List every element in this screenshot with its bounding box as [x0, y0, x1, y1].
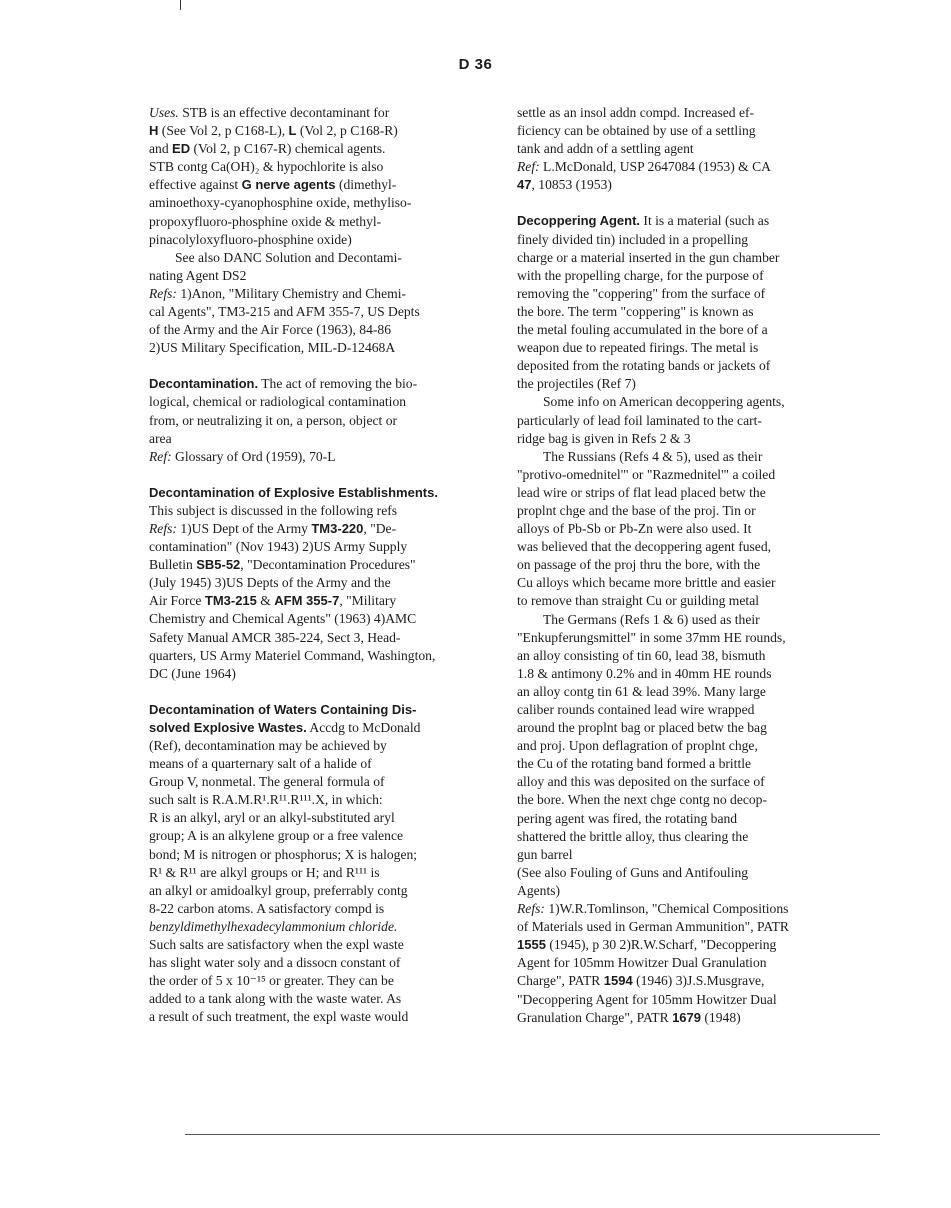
text-line [149, 484, 479, 502]
text-run: finely divided tin) included in a propelling [517, 231, 749, 247]
text-line [517, 556, 852, 574]
text-run: Agent for 105mm Howitzer Dual Granulation [517, 955, 767, 971]
text-run: from, or neutralizing it on, a person, object or [149, 412, 398, 428]
text-run: "Decoppering Agent for 105mm Howitzer Dual [517, 991, 777, 1007]
text-line [149, 140, 479, 158]
text-line [149, 882, 479, 900]
italic-term: Refs: [517, 901, 545, 917]
text-line [517, 882, 852, 900]
text-run: ficiency can be obtained by use of a settling [517, 123, 756, 139]
text-run: proplnt chge and the base of the proj. Tin or [517, 502, 756, 518]
text-run: aminoethoxy-cyanophosphine oxide, methyliso- [149, 195, 412, 211]
bold-term: TM3-215 [204, 593, 257, 609]
bold-term: G nerve agents [241, 177, 336, 193]
text-line [517, 520, 852, 538]
text-line [517, 502, 852, 520]
text-run: contamination" (Nov 1943) 2)US Army Supply [149, 539, 408, 555]
text-run: logical, chemical or radiological contamination [149, 394, 407, 410]
bold-term: TM3-220 [311, 520, 364, 536]
text-line [517, 683, 852, 701]
text-line [149, 339, 479, 357]
text-run: See also DANC Solution and Decontami- [175, 249, 402, 265]
text-run: the Cu of the rotating band formed a brittle [517, 756, 752, 772]
text-run: propoxyfluoro-phosphine oxide & methyl- [149, 213, 382, 229]
text-run: alloys of Pb-Sb or Pb-Zn were also used. It [517, 521, 752, 537]
text-run: L.McDonald, USP 2647084 (1953) & CA [539, 159, 771, 175]
text-run: The act of removing the bio- [258, 376, 418, 392]
text-line [149, 231, 479, 249]
text-line [149, 610, 479, 628]
text-line [517, 448, 852, 466]
text-run: around the proplnt bag or placed betw the bag [517, 720, 767, 736]
text-run: Agents) [517, 882, 561, 898]
text-run: , "De- [363, 520, 397, 536]
text-line [517, 104, 852, 122]
text-run: was believed that the decoppering agent fused, [517, 539, 772, 555]
text-run: pering agent was fired, the rotating band [517, 810, 738, 826]
text-line [149, 773, 479, 791]
text-run: tank and addn of a settling agent [517, 141, 694, 157]
text-run: settle as an insol addn compd. Increased ef- [517, 105, 755, 120]
text-line [517, 936, 852, 954]
text-run: STB contg Ca(OH)₂ & hypochlorite is also [149, 159, 384, 175]
text-run: the bore. When the next chge contg no decop- [517, 792, 768, 808]
text-run: , "Military [339, 593, 397, 609]
text-line [149, 755, 479, 773]
bold-term: Decontamination. [149, 376, 259, 392]
text-run: Chemistry and Chemical Agents" (1963) 4)AMC [149, 611, 417, 627]
text-run: has slight water soly and a dissocn constant of [149, 955, 401, 971]
text-line [149, 972, 479, 990]
text-run: a result of such treatment, the expl waste would [149, 1009, 409, 1025]
text-run: 1)US Dept of the Army [176, 520, 312, 536]
text-run: (Vol 2, p C168-R) [296, 123, 398, 139]
text-run: with the propelling charge, for the purpose of [517, 267, 764, 283]
text-line [149, 737, 479, 755]
text-run: removing the "coppering" from the surface of [517, 285, 766, 301]
bold-term: Decontamination of Waters Containing Dis- [149, 701, 417, 717]
italic-term: Refs: [149, 285, 177, 301]
bold-term: SB5-52 [196, 557, 241, 573]
text-line [517, 629, 852, 647]
text-line [517, 212, 852, 230]
right-column [517, 104, 852, 1027]
text-run: , 10853 (1953) [531, 177, 612, 193]
text-line [149, 900, 479, 918]
text-run: Glossary of Ord (1959), 70-L [171, 448, 336, 464]
text-line [149, 122, 479, 140]
bold-term: solved Explosive Wastes. [149, 719, 307, 735]
paragraph-gap [517, 194, 852, 212]
text-run: cal Agents", TM3-215 and AFM 355-7, US Depts [149, 304, 420, 320]
text-line [149, 827, 479, 845]
text-line [517, 828, 852, 846]
page-number: D 36 [458, 56, 493, 73]
text-run: weapon due to repeated firings. The metal is [517, 340, 759, 356]
text-line [149, 520, 479, 538]
paragraph-gap [149, 466, 479, 484]
text-line [517, 592, 852, 610]
text-line [517, 393, 852, 411]
bold-term: H [149, 123, 159, 139]
text-run: (dimethyl- [335, 177, 397, 193]
text-run: (Ref), decontamination may be achieved by [149, 738, 387, 753]
text-run: This subject is discussed in the following refs [149, 502, 398, 518]
text-line [149, 791, 479, 809]
text-run: (Vol 2, p C167-R) chemical agents. [190, 141, 386, 157]
text-run: particularly of lead foil laminated to the cart- [517, 412, 762, 428]
text-line [149, 719, 479, 737]
bold-term: Decontamination of Explosive Establishments. [149, 484, 438, 500]
text-run: and [149, 141, 173, 157]
text-line [517, 773, 852, 791]
text-run: bond; M is nitrogen or phosphorus; X is halogen; [149, 846, 418, 862]
text-line [517, 972, 852, 990]
text-run: (July 1945) 3)US Depts of the Army and the [149, 575, 391, 591]
text-run: R¹ & R¹¹ are alkyl groups or H; and R¹¹¹ is [149, 864, 380, 880]
text-run: Some info on American decoppering agents, [543, 394, 785, 410]
text-line [149, 846, 479, 864]
text-line [517, 249, 852, 267]
text-run: added to a tank along with the waste water. As [149, 991, 402, 1007]
bold-term: 47 [517, 177, 532, 193]
text-line [149, 321, 479, 339]
text-line [149, 538, 479, 556]
text-run: 2)US Military Specification, MIL-D-12468A [149, 340, 396, 356]
text-line [517, 430, 852, 448]
paragraph-gap [149, 357, 479, 375]
text-run: the projectiles (Ref 7) [517, 376, 636, 392]
text-line [517, 737, 852, 755]
bold-term: L [288, 123, 297, 139]
text-line [149, 665, 479, 683]
text-run: means of a quarternary salt of a halide of [149, 756, 372, 772]
text-line [517, 791, 852, 809]
text-run: charge or a material inserted in the gun chamber [517, 249, 780, 265]
italic-term: Ref: [517, 159, 540, 175]
text-line [517, 140, 852, 158]
text-run: The Germans (Refs 1 & 6) used as their [543, 611, 760, 627]
text-line [517, 900, 852, 918]
text-line [149, 918, 479, 936]
text-line [517, 755, 852, 773]
text-line [149, 285, 479, 303]
text-line [517, 231, 852, 249]
text-run: Accdg to McDonald [306, 719, 421, 735]
bold-term: 1679 [672, 1009, 701, 1025]
bold-term: Decoppering Agent. [517, 213, 641, 229]
text-line [149, 1008, 479, 1026]
text-run: Charge", PATR [517, 973, 604, 989]
text-line [517, 846, 852, 864]
text-run: on passage of the proj thru the bore, with the [517, 557, 761, 573]
italic-term: Uses. [149, 105, 179, 120]
text-run: DC (June 1964) [149, 665, 236, 681]
text-run: STB is an effective decontaminant for [178, 105, 390, 120]
text-line [517, 665, 852, 683]
text-line [517, 321, 852, 339]
text-line [517, 466, 852, 484]
text-run: (See also Fouling of Guns and Antifouling [517, 864, 749, 880]
text-run: 1.8 & antimony 0.2% and in 40mm HE rounds [517, 665, 772, 681]
text-run: (1945), p 30 2)R.W.Scharf, "Decoppering [545, 937, 777, 953]
text-line [149, 809, 479, 827]
text-line [149, 647, 479, 665]
bold-term: AFM 355-7 [274, 593, 340, 609]
text-line [149, 158, 479, 176]
text-run: area [149, 430, 172, 446]
text-line [149, 104, 479, 122]
text-line [149, 990, 479, 1008]
text-run: an alkyl or amidoalkyl group, preferrably contg [149, 882, 408, 898]
text-run: the order of 5 x 10⁻¹⁵ or greater. They can be [149, 973, 394, 989]
text-run: 1)W.R.Tomlinson, "Chemical Compositions [544, 901, 789, 917]
text-line [149, 430, 479, 448]
text-line [149, 213, 479, 231]
text-run: "Enkupferungsmittel" in some 37mm HE rounds, [517, 629, 786, 645]
text-line [517, 647, 852, 665]
text-run: to remove than straight Cu or guilding metal [517, 593, 759, 609]
text-line [149, 267, 479, 285]
text-line [149, 249, 479, 267]
text-run: alloy and this was deposited on the surface of [517, 774, 765, 790]
text-run: & [256, 593, 275, 609]
text-line [517, 991, 852, 1009]
text-line [517, 538, 852, 556]
bottom-rule [185, 1134, 880, 1135]
bold-term: ED [172, 141, 191, 157]
text-line [517, 611, 852, 629]
text-run: pinacolyloxyfluoro-phosphine oxide) [149, 231, 352, 247]
text-run: 1)Anon, "Military Chemistry and Chemi- [176, 285, 407, 301]
text-run: group; A is an alkylene group or a free valence [149, 828, 404, 844]
text-run: the bore. The term "coppering" is known as [517, 303, 754, 319]
text-run: Such salts are satisfactory when the expl waste [149, 937, 404, 953]
text-line [149, 592, 479, 610]
italic-term: Ref: [149, 448, 172, 464]
text-line [149, 936, 479, 954]
text-line [149, 864, 479, 882]
text-line [517, 719, 852, 737]
text-run: an alloy consisting of tin 60, lead 38, bismuth [517, 647, 766, 663]
text-line [149, 629, 479, 647]
text-line [517, 918, 852, 936]
text-run: deposited from the rotating bands or jackets of [517, 358, 771, 374]
text-line [517, 267, 852, 285]
text-run: Bulletin [149, 557, 197, 573]
left-column [149, 104, 479, 1027]
text-run: Cu alloys which became more brittle and easier [517, 575, 776, 591]
text-line [149, 701, 479, 719]
italic-term: Refs: [149, 520, 177, 536]
text-line [517, 701, 852, 719]
italic-term: benzyldimethylhexadecylammonium chloride. [149, 918, 398, 934]
text-run: effective against [149, 177, 242, 193]
text-run: Group V, nonmetal. The general formula of [149, 774, 385, 790]
text-line [517, 176, 852, 194]
text-line [149, 502, 479, 520]
text-line [517, 339, 852, 357]
text-line [149, 954, 479, 972]
scan-mark [180, 0, 181, 10]
text-run: of the Army and the Air Force (1963), 84-86 [149, 322, 391, 338]
text-line [517, 158, 852, 176]
text-run: gun barrel [517, 846, 573, 862]
text-line [517, 412, 852, 430]
text-run: and proj. Upon deflagration of proplnt chge, [517, 738, 758, 754]
text-run: an alloy contg tin 61 & lead 39%. Many large [517, 683, 766, 699]
text-line [149, 556, 479, 574]
text-run: of Materials used in German Ammunition", PATR [517, 919, 789, 935]
text-run: (See Vol 2, p C168-L), [158, 123, 289, 139]
text-run: quarters, US Army Materiel Command, Washington, [149, 647, 436, 663]
text-line [149, 412, 479, 430]
text-line [517, 864, 852, 882]
text-line [517, 810, 852, 828]
text-run: Air Force [149, 593, 205, 609]
text-line [149, 574, 479, 592]
text-line [149, 194, 479, 212]
text-line [149, 448, 479, 466]
text-line [517, 375, 852, 393]
text-line [149, 176, 479, 194]
text-run: R is an alkyl, aryl or an alkyl-substituted aryl [149, 810, 395, 826]
text-run: , "Decontamination Procedures" [240, 557, 416, 573]
text-run: (1948) [701, 1009, 741, 1025]
text-line [517, 484, 852, 502]
text-run: nating Agent DS2 [149, 267, 247, 283]
text-line [517, 303, 852, 321]
text-run: "protivo-omednitel'" or "Razmednitel'" a coiled [517, 466, 776, 482]
text-line [517, 954, 852, 972]
bold-term: 1594 [603, 973, 633, 989]
text-run: such salt is R.A.M.R¹.R¹¹.R¹¹¹.X, in which: [149, 792, 383, 808]
text-line [149, 375, 479, 393]
text-run: Safety Manual AMCR 385-224, Sect 3, Head- [149, 629, 401, 645]
bold-term: 1555 [517, 937, 546, 953]
text-run: (1946) 3)J.S.Musgrave, [632, 973, 765, 989]
text-run: ridge bag is given in Refs 2 & 3 [517, 430, 691, 446]
text-line [517, 357, 852, 375]
text-run: It is a material (such as [640, 213, 770, 229]
text-run: caliber rounds contained lead wire wrapped [517, 702, 755, 717]
text-run: 8-22 carbon atoms. A satisfactory compd is [149, 900, 385, 916]
text-run: The Russians (Refs 4 & 5), used as their [543, 448, 763, 464]
text-line [517, 1009, 852, 1027]
text-run: lead wire or strips of flat lead placed betw the [517, 484, 766, 500]
text-line [517, 285, 852, 303]
text-run: Granulation Charge", PATR [517, 1009, 673, 1025]
text-run: the metal fouling accumulated in the bore of a [517, 322, 768, 338]
text-line [517, 574, 852, 592]
text-run: shattered the brittle alloy, thus clearing the [517, 828, 749, 844]
paragraph-gap [149, 683, 479, 701]
text-line [517, 122, 852, 140]
text-line [149, 393, 479, 411]
text-line [149, 303, 479, 321]
